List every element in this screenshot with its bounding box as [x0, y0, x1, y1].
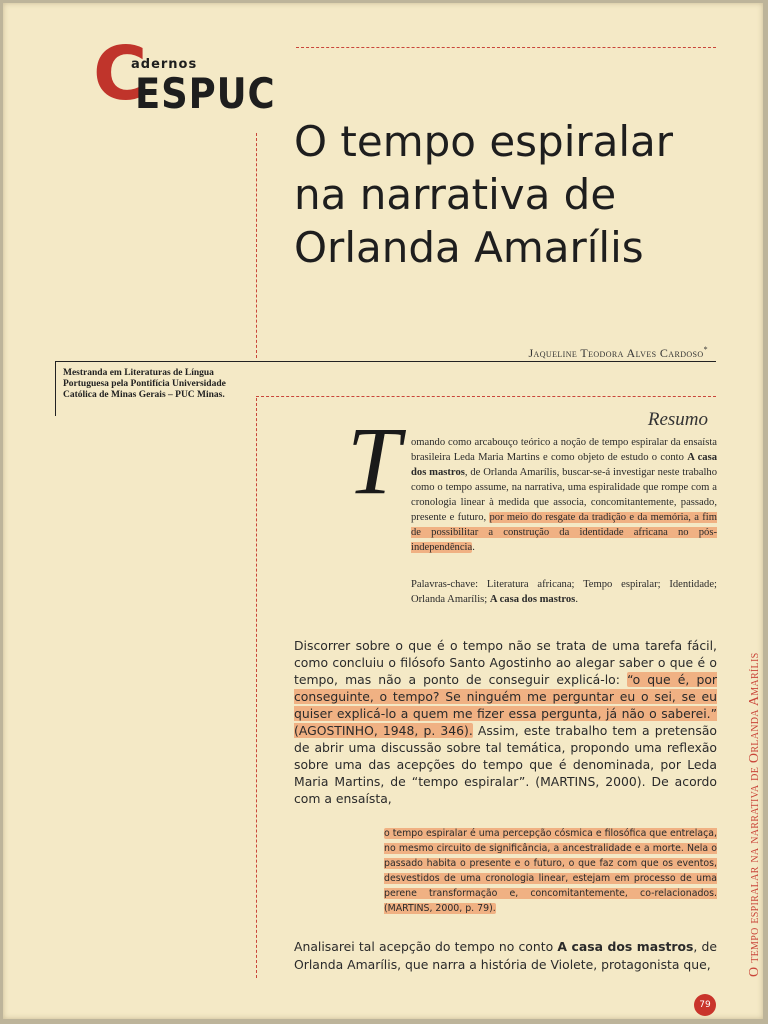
- abstract-highlight: por meio do resgate da tradição e da memória, a fim de possibilitar a construção da identidade africana no pós-independência: [411, 512, 717, 553]
- left-dashed-rule-upper: [256, 133, 257, 358]
- running-title-vertical: O tempo espiralar na narrativa de Orlanda Amarílis: [747, 652, 762, 977]
- abstract-middle: , de Orlanda Amarílis, buscar-se-á investigar neste trabalho como o tempo assume, na narrativa, uma espiralidade que rompe com a cronologia linear à medida que associa, concomitantemente, passado, presente e futuro,: [411, 467, 717, 523]
- abstract-end: .: [472, 542, 475, 553]
- page-number: 79: [694, 994, 716, 1016]
- author-rule: [55, 361, 716, 362]
- body-p1-end: Assim, este trabalho tem a pretensão de abrir uma discussão sobre tal temática, propondo uma reflexão sobre uma das acepções do tempo que é denominada, por Leda Maria Martins, de “tempo espiralar”. (MARTINS, 2000). De acordo com a ensaísta,: [294, 723, 718, 806]
- affiliation-rule: [55, 361, 56, 416]
- block-quote-highlight: o tempo espiralar é uma percepção cósmica e filosófica que entrelaça, no mesmo circuito de significância, a ancestralidade e a morte. Nela o passado habita o presente e o futuro, o que faz com que os eventos, desvestidos de uma cronologia linear, estejam em processo de uma perene transformação e, concomitantemente, co-relacionados. (MARTINS, 2000, p. 79).: [384, 828, 717, 914]
- body-p1-highlight: “o que é, por conseguinte, o tempo? Se ninguém me perguntar eu o sei, se eu quiser explicá-lo a quem me fizer essa pergunta, já não o saberei.” (AGOSTINHO, 1948, p. 346).: [294, 672, 718, 738]
- keywords-end: .: [575, 594, 578, 605]
- journal-logo: [93, 31, 283, 121]
- top-dashed-rule: [296, 47, 716, 48]
- logo-initial: C: [93, 31, 148, 117]
- abstract-heading: Resumo: [647, 409, 708, 430]
- abstract-text: [411, 435, 717, 555]
- left-dashed-rule-lower: [256, 398, 257, 978]
- body-p1-start: Discorrer sobre o que é o tempo não se trata de uma tarefa fácil, como concluiu o filósofo Santo Agostinho ao alegar saber o que é o tempo, mas não a ponto de conseguir explicá-lo:: [294, 638, 717, 687]
- logo-small-text: adernos: [131, 57, 198, 72]
- body-p2-work-title: A casa dos mastros: [557, 939, 694, 954]
- block-quote: [384, 826, 717, 916]
- keywords: [411, 577, 717, 607]
- body-p2-end: , de Orlanda Amarílis, que narra a história de Violete, protagonista que,: [294, 939, 717, 972]
- logo-big-text: ESPUC: [135, 69, 276, 118]
- body-paragraph-2: [294, 938, 717, 974]
- author-affiliation: Mestranda em Literaturas de Língua Portuguesa pela Pontifícia Universidade Católica de Minas Gerais – PUC Minas.: [63, 368, 226, 400]
- keywords-work-title: A casa dos mastros: [489, 594, 576, 605]
- author-name: [528, 345, 708, 361]
- body-p2-start: Analisarei tal acepção do tempo no conto: [294, 939, 558, 954]
- abstract-dashed-rule: [256, 396, 716, 397]
- abstract-dropcap: T: [347, 407, 401, 514]
- keywords-text: Palavras-chave: Literatura africana; Tempo espiralar; Identidade; Orlanda Amarílis;: [411, 579, 717, 605]
- article-title: O tempo espiralar na narrativa de Orlanda Amarílis: [294, 117, 674, 272]
- author-footnote-mark: *: [703, 345, 708, 354]
- abstract-start: omando como arcabouço teórico a noção de tempo espiralar da ensaísta brasileira Leda Maria Martins e como objeto de estudo o conto: [411, 437, 717, 463]
- abstract-work-title: A casa dos mastros: [411, 452, 717, 478]
- body-paragraph-1: [294, 637, 717, 807]
- journal-page: [3, 3, 763, 1019]
- author-text: Jaqueline Teodora Alves Cardoso: [528, 346, 704, 360]
